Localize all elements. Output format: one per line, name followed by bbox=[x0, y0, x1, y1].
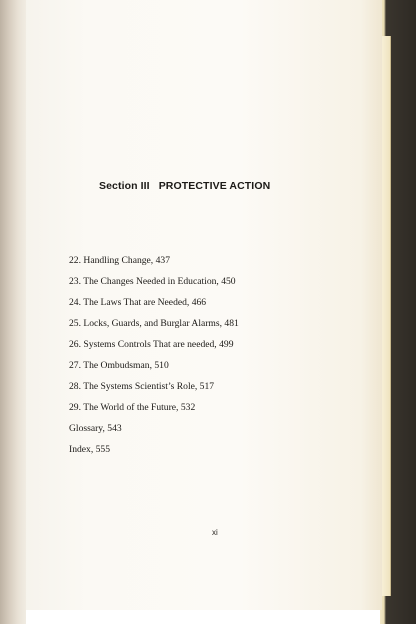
book-page bbox=[22, 0, 382, 610]
toc-entry: 24. The Laws That are Needed, 466 bbox=[69, 297, 207, 308]
toc-entry: 27. The Ombudsman, 510 bbox=[69, 360, 169, 371]
toc-entry-index: Index, 555 bbox=[69, 444, 111, 455]
cover-edge bbox=[382, 36, 391, 596]
toc-entry: 29. The World of the Future, 532 bbox=[69, 402, 196, 413]
section-title: PROTECTIVE ACTION bbox=[158, 180, 271, 192]
section-label: Section III bbox=[99, 180, 150, 192]
page-number: xi bbox=[212, 528, 218, 537]
toc-entry: 25. Locks, Guards, and Burglar Alarms, 481 bbox=[69, 318, 239, 329]
toc-entry: 28. The Systems Scientist’s Role, 517 bbox=[69, 381, 215, 392]
section-heading bbox=[99, 180, 270, 192]
toc-entry: 26. Systems Controls That are needed, 499 bbox=[69, 339, 234, 350]
toc-entry: 22. Handling Change, 437 bbox=[69, 255, 170, 266]
toc-entry: 23. The Changes Needed in Education, 450 bbox=[69, 276, 236, 287]
table-of-contents bbox=[69, 254, 239, 464]
gutter-shadow bbox=[0, 0, 26, 624]
toc-entry-glossary: Glossary, 543 bbox=[69, 423, 122, 434]
